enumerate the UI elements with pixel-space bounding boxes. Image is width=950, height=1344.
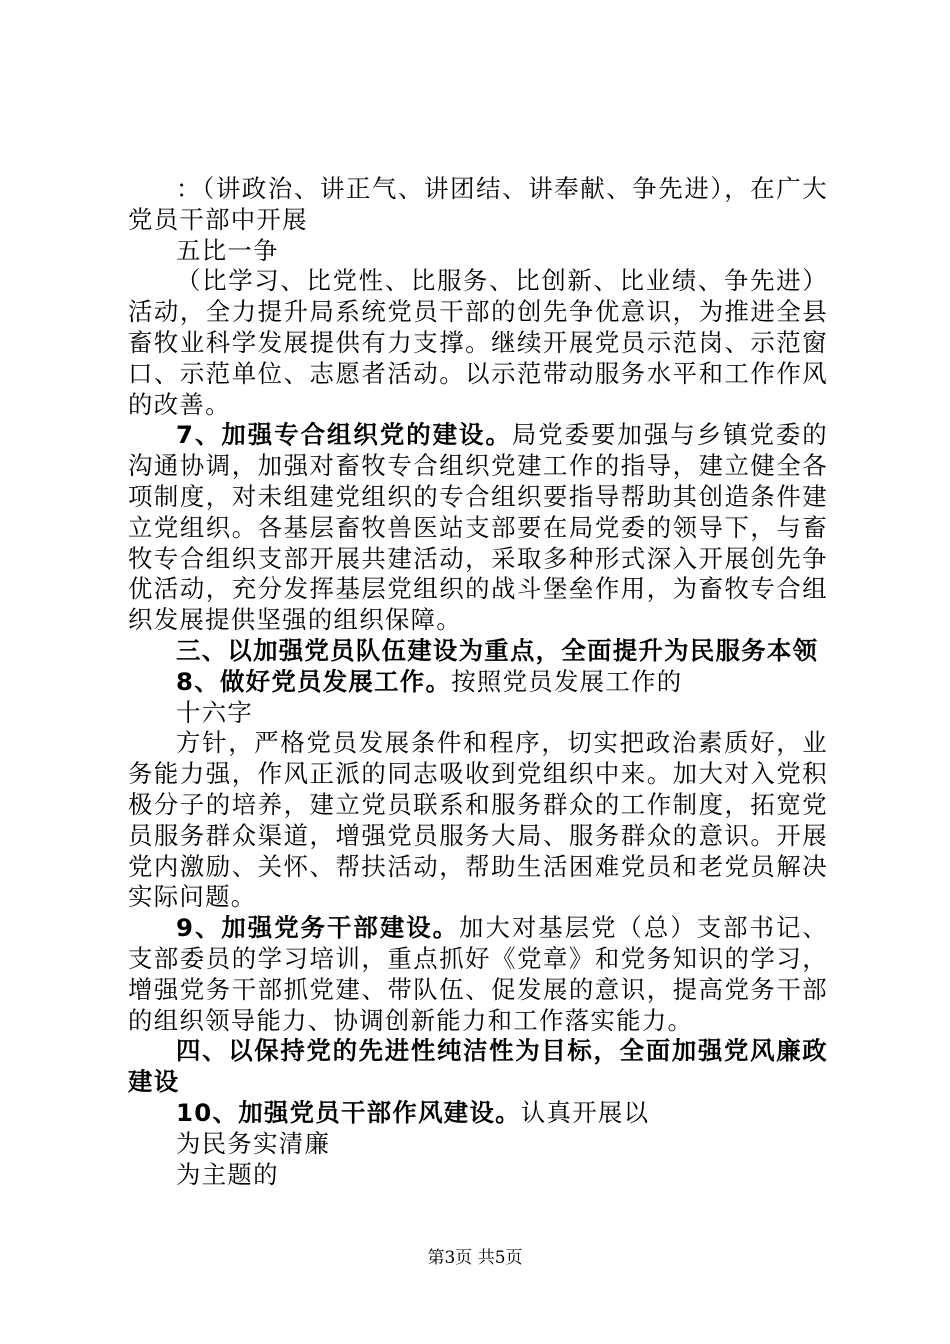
bold-heading: 四、以保持党的先进性纯洁性为目标，全面加强党风廉政建设: [128, 1036, 828, 1097]
document-body: [128, 174, 828, 1190]
bold-heading: 9、加强党务干部建设。: [176, 913, 460, 943]
paragraph-text: 为民务实清廉: [176, 1128, 331, 1158]
paragraph: [128, 1129, 828, 1160]
paragraph: [128, 1160, 828, 1191]
paragraph: [128, 266, 828, 420]
page-number-footer: 第3页 共5页: [427, 1248, 523, 1268]
bold-heading: 7、加强专合组织党的建设。: [176, 420, 512, 450]
paragraph-text: 局党委要加强与乡镇党委的沟通协调，加强对畜牧专合组织党建工作的指导，建立健全各项制度，对未组建党组织的专合组织要指导帮助其创造条件建立党组织。各基层畜牧兽医站支部要在局党委的领导下，与畜牧专合组织支部开展共建活动，采取多种形式深入开展创先争优活动，充分发挥基层党组织的战斗堡垒作用，为畜牧专合组织发展提供坚强的组织保障。: [128, 420, 828, 635]
paragraph: [128, 420, 828, 636]
paragraph-text: ：（讲政治、讲正气、讲团结、讲奉献、争先进），在广大党员干部中开展: [128, 174, 828, 234]
paragraph-text: 五比一争: [176, 235, 279, 265]
paragraph: [128, 698, 828, 729]
paragraph-text: 十六字: [176, 697, 254, 727]
paragraph: [128, 728, 828, 913]
paragraph: [128, 667, 828, 698]
paragraph: [128, 913, 828, 1036]
paragraph: [128, 236, 828, 267]
paragraph-text: 加大对基层党（总）支部书记、支部委员的学习培训，重点抓好《党章》和党务知识的学习，增强党务干部抓党建、带队伍、促发展的意识，提高党务干部的组织领导能力、协调创新能力和工作落实能力。: [128, 913, 829, 1035]
bold-heading: 三、以加强党员队伍建设为重点，全面提升为民服务本领: [176, 635, 819, 665]
bold-heading: 8、做好党员发展工作。: [176, 666, 452, 696]
paragraph-text: 方针，严格党员发展条件和程序，切实把政治素质好，业务能力强，作风正派的同志吸收到党组织中来。加大对入党积极分子的培养，建立党员联系和服务群众的工作制度，拓宽党员服务群众渠道，增强党员服务大局、服务群众的意识。开展党内激励、关怀、帮扶活动，帮助生活困难党员和老党员解决实际问题。: [128, 728, 828, 912]
paragraph-text: 为主题的: [176, 1159, 279, 1189]
bold-heading: 10、加强党员干部作风建设。: [176, 1097, 521, 1127]
paragraph: [128, 1098, 828, 1129]
paragraph-text: 认真开展以: [520, 1097, 650, 1127]
paragraph: [128, 636, 828, 667]
paragraph-text: 按照党员发展工作的: [451, 666, 683, 696]
paragraph: [128, 1036, 828, 1098]
paragraph: [128, 174, 828, 236]
paragraph-text: （比学习、比党性、比服务、比创新、比业绩、争先进）活动，全力提升局系统党员干部的创先争优意识，为推进全县畜牧业科学发展提供有力支撑。继续开展党员示范岗、示范窗口、示范单位、志愿者活动。以示范带动服务水平和工作作风的改善。: [128, 266, 828, 419]
